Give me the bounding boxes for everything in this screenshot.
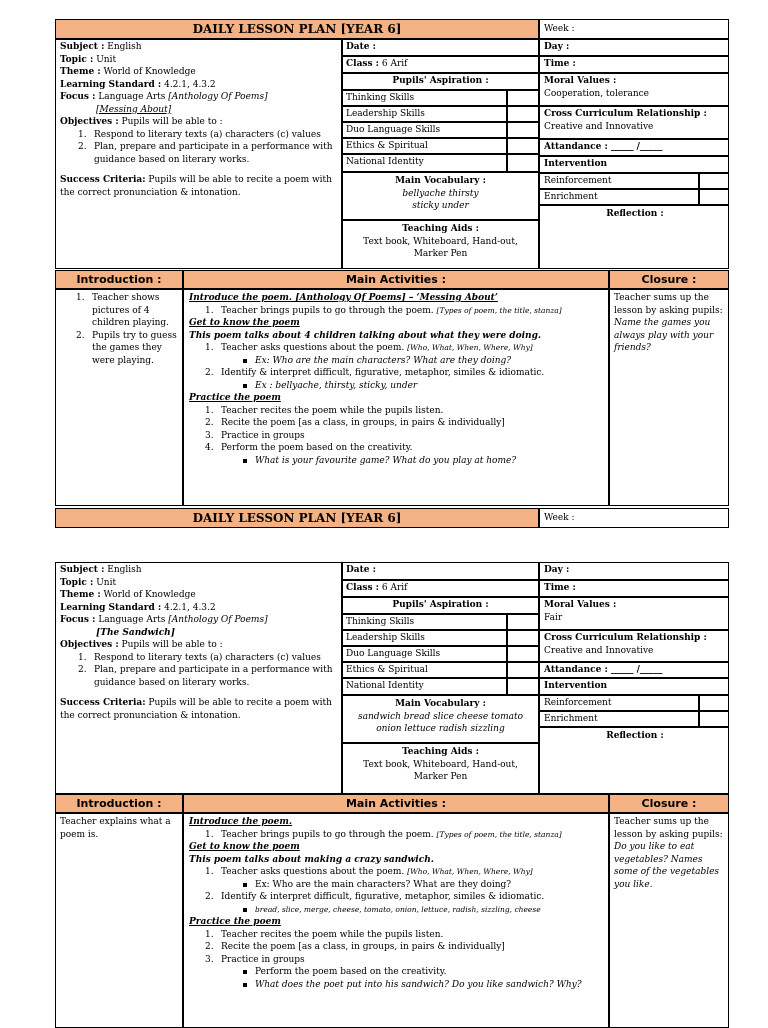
vocab-line: sandwich bread slice cheese tomato [357,711,524,722]
aspiration-thinking: Thinking Skills [342,90,507,106]
main-heading: Practice the poem [189,917,281,927]
step-note: [Who, What, When, Where, Why] [407,343,533,352]
step-text: Perform the poem based on the creativity. [221,443,413,453]
intervention-label: Intervention [544,159,607,169]
intro-cell [55,289,183,506]
aids-line: Marker Pen [413,249,468,259]
day-label: Day : [544,42,570,52]
reinforcement-check[interactable] [699,695,729,711]
aids-label: Teaching Aids : [402,224,479,234]
aids-cell [342,743,539,794]
vocab-line: sticky under [412,201,469,211]
aspiration-duo: Duo Language Skills [342,646,507,662]
step-example: What does the poet put into his sandwich? Do you like sandwich? Why? [255,979,582,990]
standard-label: Learning Standard : [60,602,162,613]
step-example: Ex: Who are the main characters? What are they doing? [255,355,512,366]
objectives-intro: Pupils will be able to : [121,640,223,650]
aspiration-leadership: Leadership Skills [342,106,507,122]
closure-header: Closure : [609,794,729,813]
intro-item: 1. Teacher shows pictures of 4 children playing. [76,293,170,328]
topic-label: Topic : [60,54,94,65]
objective-item: 2. Plan, prepare and participate in a performance with guidance based on literary works. [78,142,333,165]
ccr-value: Creative and Innovative [544,645,654,656]
week-cell[interactable] [539,508,729,528]
plan-title-repeat: DAILY LESSON PLAN [YEAR 6] [55,508,539,528]
objectives-label: Objectives : [60,117,119,127]
class-cell [342,56,539,73]
moral-label: Moral Values : [544,76,617,86]
moral-cell [539,73,729,106]
theme-value: World of Knowledge [103,590,196,600]
subject-label: Subject : [60,42,105,52]
date-cell[interactable] [342,562,539,580]
moral-value: Cooperation, tolerance [544,88,649,99]
step-example: bread, slice, merge, cheese, tomato, onion, lettuce, radish, sizzling, cheese [255,904,541,914]
enrichment-label: Enrichment [544,714,598,724]
reinforcement-check[interactable] [699,173,729,189]
ccr-cell [539,630,729,662]
closure-cell [609,289,729,506]
focus-anthology: [Anthology Of Poems] [168,92,268,102]
step-text: Teacher asks questions about the poem. [221,867,405,877]
step-note: [Who, What, When, Where, Why] [407,867,533,876]
step-text: Recite the poem [as a class, in groups, in pairs & individually] [221,942,505,952]
step-example: What is your favourite game? What do you play at home? [255,455,517,466]
date-label: Date : [346,565,376,575]
step-text: Recite the poem [as a class, in groups, in pairs & individually] [221,418,505,428]
time-label: Time : [544,583,576,593]
main-heading: Get to know the poem [189,842,300,852]
aspiration-leadership: Leadership Skills [342,630,507,646]
main-header: Main Activities : [183,270,609,289]
success-value: Pupils will be able to recite a poem with the correct pronunciation & intonation. [60,698,332,721]
success-label: Success Criteria: [60,698,146,708]
class-label: Class : [346,59,380,69]
main-header: Main Activities : [183,794,609,813]
success-label: Success Criteria: [60,175,146,185]
topic-label: Topic : [60,577,94,588]
lesson-plan-2 [55,562,729,1024]
intervention-label: Intervention [544,681,607,691]
vocab-label: Main Vocabulary : [395,699,486,709]
objective-item: 2. Plan, prepare and participate in a performance with guidance based on literary works. [78,665,333,688]
main-heading: Introduce the poem. [Anthology Of Poems] – ‘Messing About’ [189,293,498,303]
objectives-label: Objectives : [60,640,119,650]
aspiration-header: Pupils' Aspiration : [342,597,539,614]
aspiration-header: Pupils' Aspiration : [342,73,539,90]
theme-label: Theme : [60,590,101,600]
closure-question: Do you like to eat vegetables? Names some of the vegetables you like. [614,842,720,890]
aspiration-check[interactable] [507,154,539,172]
day-cell[interactable] [539,562,729,580]
intervention-cell [539,156,729,173]
focus-value: Language Arts [98,615,166,625]
enrichment-check[interactable] [699,189,729,205]
intervention-cell [539,678,729,695]
aids-label: Teaching Aids : [402,747,479,757]
intro-header: Introduction : [55,270,183,289]
focus-anthology: [Anthology Of Poems] [168,615,268,625]
step-text: Practice in groups [221,954,305,965]
aspiration-thinking: Thinking Skills [342,614,507,630]
enrichment-cell [539,189,699,205]
reflection-label: Reflection : [606,209,664,219]
closure-question: Name the games you always play with your friends? [614,318,714,353]
time-cell[interactable] [539,580,729,597]
vocab-cell [342,695,539,743]
step-text: Teacher asks questions about the poem. [221,343,405,353]
step-text: Teacher brings pupils to go through the poem. [221,305,434,316]
aspiration-check[interactable] [507,90,539,106]
aspiration-check[interactable] [507,106,539,122]
aids-line: Marker Pen [413,772,468,782]
aids-line: Text book, Whiteboard, Hand-out, [363,759,518,770]
vocab-line: onion lettuce radish sizzling [376,724,505,734]
objectives-intro: Pupils will be able to : [121,117,223,127]
aids-line: Text book, Whiteboard, Hand-out, [363,236,518,247]
objective-item: 1. Respond to literary texts (a) characters (c) values [78,652,321,663]
reflection-cell[interactable] [539,205,729,269]
ccr-label: Cross Curriculum Relationship : [544,109,707,119]
main-cell: Introduce the poem. [Anthology Of Poems] – ‘Messing About’ 1. Teacher brings pupils to go through the poem. [Types of poem, the title, stanza] Get to know the poem This poem talks about 4 children talking about what they were doing. 1. Teacher asks questions about the poem. [Who, What, When, Where, Why] Ex: Who are the main characters? What are they doing? 2. Identify & interpret difficult, figurative, metaphor, similes & idiomatic. Ex : bellyache, thirsty, sticky, under Practice the poem 1. Teacher recites the poem while the pupils listen. 2. Recite the poem [as a class, in groups, in pairs & individually] 3. Practice in groups 4. Perform the poem based on the creativity. What is your favourite game? What do you play at home? [183,289,609,506]
vocab-cell [342,172,539,220]
reinforcement-label: Reinforcement [544,176,612,186]
reflection-label: Reflection : [606,731,664,741]
aspiration-check[interactable] [507,614,539,630]
class-value: 6 Arif [381,583,408,593]
date-label: Date : [346,42,376,52]
reflection-cell[interactable] [539,727,729,794]
attendance-label: Attandance : _____ /_____ [544,142,663,152]
aspiration-check[interactable] [507,646,539,662]
subject-value: English [107,42,142,52]
focus-poem-title: [The Sandwich] [96,627,175,638]
main-subheading: This poem talks about 4 children talking about what they were doing. [189,330,541,341]
step-text: Practice in groups [221,430,305,441]
aspiration-duo: Duo Language Skills [342,122,507,138]
class-value: 6 Arif [381,59,408,69]
moral-cell [539,597,729,630]
step-example: Ex: Who are the main characters? What are they doing? [255,879,512,890]
main-heading: Practice the poem [189,393,281,403]
aspiration-check[interactable] [507,630,539,646]
reinforcement-label: Reinforcement [544,698,612,708]
aspiration-check[interactable] [507,662,539,678]
moral-value: Fair [544,612,563,623]
day-label: Day : [544,565,570,575]
step-example: Ex : bellyache, thirsty, sticky, under [255,380,418,391]
closure-text: Teacher sums up the lesson by asking pupils: [614,293,723,316]
ccr-label: Cross Curriculum Relationship : [544,633,707,643]
intro-text: Teacher explains what a poem is. [60,817,171,840]
aspiration-national: National Identity [342,678,507,695]
main-cell: Introduce the poem. 1. Teacher brings pupils to go through the poem. [Types of poem, the title, stanza] Get to know the poem This poem talks about making a crazy sandwich. 1. Teacher asks questions about the poem. [Who, What, When, Where, Why] Ex: Who are the main characters? What are they doing? 2. Identify & interpret difficult, figurative, metaphor, similes & idiomatic. bread, slice, merge, cheese, tomato, onion, lettuce, radish, sizzling, cheese Practice the poem 1. Teacher recites the poem while the pupils listen. 2. Recite the poem [as a class, in groups, in pairs & individually] 3. Practice in groups Perform the poem based on the creativity. What does the poet put into his sandwich? Do you like sandwich? Why? [183,813,609,1028]
vocab-line: bellyache thirsty [402,188,479,199]
week-label: Week : [544,24,575,34]
focus-poem-title: [Messing About] [96,104,172,115]
aspiration-check[interactable] [507,678,539,695]
subject-label: Subject : [60,565,105,575]
class-label: Class : [346,583,380,593]
step-text: Identify & interpret difficult, figurative, metaphor, similes & idiomatic. [221,368,545,378]
step-note: [Types of poem, the title, stanza] [436,829,562,839]
enrichment-cell [539,711,699,727]
reinforcement-cell [539,173,699,189]
step-example: Perform the poem based on the creativity. [255,967,447,977]
ccr-value: Creative and Innovative [544,121,654,132]
focus-value: Language Arts [98,92,166,102]
intro-cell [55,813,183,1028]
step-note: [Types of poem, the title, stanza] [436,305,562,315]
attendance-cell[interactable] [539,662,729,678]
plan-title: DAILY LESSON PLAN [YEAR 6] [55,19,539,39]
aspiration-ethics: Ethics & Spiritual [342,662,507,678]
standard-value: 4.2.1, 4.3.2 [164,602,216,613]
aids-cell [342,220,539,269]
focus-label: Focus : [60,615,96,625]
left-info-cell [55,562,342,794]
closure-text: Teacher sums up the lesson by asking pupils: [614,817,723,840]
topic-value: Unit [96,577,117,588]
left-info-cell [55,39,342,269]
class-cell [342,580,539,597]
standard-value: 4.2.1, 4.3.2 [164,79,216,90]
lesson-plan-1 [55,19,729,529]
standard-label: Learning Standard : [60,79,162,90]
step-text: Teacher recites the poem while the pupils listen. [221,929,444,940]
aspiration-national: National Identity [342,154,507,172]
attendance-cell[interactable] [539,139,729,156]
moral-label: Moral Values : [544,600,617,610]
week-cell[interactable] [539,19,729,39]
closure-cell [609,813,729,1028]
aspiration-check[interactable] [507,122,539,138]
date-cell[interactable] [342,39,539,56]
objective-item: 1. Respond to literary texts (a) characters (c) values [78,129,321,140]
attendance-label: Attandance : _____ /_____ [544,665,663,675]
time-label: Time : [544,59,576,69]
theme-label: Theme : [60,67,101,77]
step-text: Teacher brings pupils to go through the poem. [221,829,434,840]
intro-header: Introduction : [55,794,183,813]
ccr-cell [539,106,729,139]
enrichment-check[interactable] [699,711,729,727]
subject-value: English [107,565,142,575]
week-label: Week : [544,513,575,523]
aspiration-check[interactable] [507,138,539,154]
time-cell[interactable] [539,56,729,73]
topic-value: Unit [96,54,117,65]
step-text: Identify & interpret difficult, figurative, metaphor, similes & idiomatic. [221,892,545,902]
day-cell[interactable] [539,39,729,56]
enrichment-label: Enrichment [544,192,598,202]
reinforcement-cell [539,695,699,711]
closure-header: Closure : [609,270,729,289]
step-text: Teacher recites the poem while the pupils listen. [221,405,444,416]
aspiration-ethics: Ethics & Spiritual [342,138,507,154]
main-heading: Get to know the poem [189,318,300,328]
main-heading: Introduce the poem. [189,817,293,827]
vocab-label: Main Vocabulary : [395,176,486,186]
success-value: Pupils will be able to recite a poem with the correct pronunciation & intonation. [60,175,332,198]
intro-item: 2. Pupils try to guess the games they were playing. [76,330,177,366]
theme-value: World of Knowledge [103,67,196,77]
main-subheading: This poem talks about making a crazy sandwich. [189,854,434,865]
focus-label: Focus : [60,92,96,102]
